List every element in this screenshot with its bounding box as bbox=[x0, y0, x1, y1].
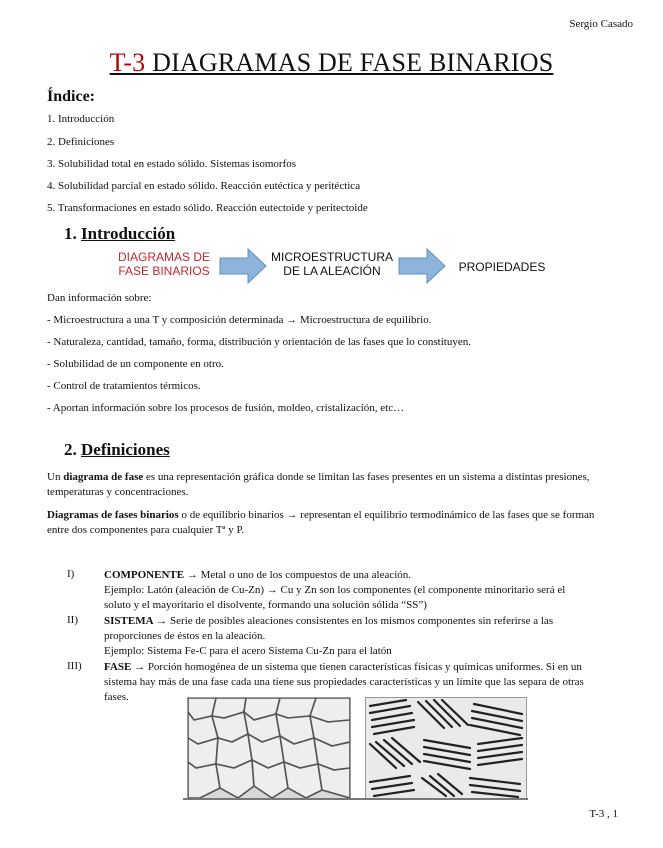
page-title bbox=[0, 48, 663, 78]
item-def: → Serie de posibles aleaciones consistentes en los mismos componentes sin referirse a las bbox=[153, 615, 554, 627]
bullet-item: - Naturaleza, cantidad, tamaño, forma, distribución y orientación de las fases que lo constituyen. bbox=[47, 336, 471, 348]
item-line: Ejemplo: Sistema Fe-C para el acero Sistema Cu-Zn para el latón bbox=[104, 645, 392, 657]
section-2-heading bbox=[64, 440, 170, 460]
toc-item: 1. Introducción bbox=[47, 113, 115, 125]
definition-paragraph bbox=[47, 470, 617, 500]
author-name: Sergio Casado bbox=[569, 18, 633, 30]
item-def: → Porción homogénea de un sistema que tienen características físicas y químicas uniformes. Si en un bbox=[131, 661, 582, 673]
toc-item: 4. Solubilidad parcial en estado sólido. Reacción eutéctica y peritéctica bbox=[47, 180, 361, 192]
definition-item bbox=[104, 568, 624, 613]
text-run: es una representación gráfica donde se limitan las fases presentes en un sistema a distintas presiones, temperaturas y concentraciones. bbox=[47, 471, 590, 498]
item-line: fases. bbox=[104, 691, 129, 703]
text-run: o de equilibrio binarios → representan el equilibrio termodinámico de las fases que se forman entre dos componentes para cualquier Tª y P. bbox=[47, 509, 595, 536]
flow-box-line: FASE BINARIOS bbox=[118, 264, 210, 278]
flow-arrow-icon bbox=[218, 246, 268, 286]
section-title: Definiciones bbox=[81, 440, 170, 459]
page-number: T-3 , 1 bbox=[589, 808, 618, 820]
item-term: FASE bbox=[104, 661, 132, 673]
title-prefix: T-3 bbox=[109, 48, 146, 77]
index-heading: Índice: bbox=[47, 88, 95, 105]
microstructure-two-phase-image bbox=[365, 697, 527, 799]
bold-term: Diagramas de fases binarios bbox=[47, 509, 179, 521]
definition-item bbox=[104, 660, 624, 705]
flow-box-microestructura bbox=[268, 250, 396, 278]
item-numeral: III) bbox=[67, 660, 82, 672]
title-main: DIAGRAMAS DE FASE BINARIOS bbox=[152, 48, 554, 77]
toc-item: 5. Transformaciones en estado sólido. Reacción eutectoide y peritectoide bbox=[47, 202, 368, 214]
bullet-item: - Microestructura a una T y composición determinada → Microestructura de equilibrio. bbox=[47, 314, 432, 326]
flow-box-propiedades: PROPIEDADES bbox=[458, 260, 546, 274]
item-line: sistema hay más de una fase cada una tiene sus propiedades características y un límite que las separa de otras bbox=[104, 676, 584, 688]
definition-paragraph bbox=[47, 508, 617, 538]
item-line: proporciones de éstos en la aleación. bbox=[104, 630, 266, 642]
bold-term: diagrama de fase bbox=[63, 471, 144, 483]
item-numeral: II) bbox=[67, 614, 78, 626]
bullet-item: - Solubilidad de un componente en otro. bbox=[47, 358, 224, 370]
section-number: 1. bbox=[64, 224, 77, 243]
bullet-item: - Control de tratamientos térmicos. bbox=[47, 380, 201, 392]
intro-text: Dan información sobre: bbox=[47, 292, 152, 304]
bullet-item: - Aportan información sobre los procesos de fusión, moldeo, cristalización, etc… bbox=[47, 402, 405, 414]
toc-item: 3. Solubilidad total en estado sólido. Sistemas isomorfos bbox=[47, 158, 297, 170]
text-run: Un bbox=[47, 471, 64, 483]
definition-item bbox=[104, 614, 624, 659]
item-term: COMPONENTE bbox=[104, 569, 185, 581]
image-baseline-divider bbox=[183, 798, 528, 800]
toc-item: 2. Definiciones bbox=[47, 136, 115, 148]
section-1-heading bbox=[64, 224, 175, 244]
section-title: Introducción bbox=[81, 224, 176, 243]
flow-box-line: DE LA ALEACIÓN bbox=[283, 264, 381, 278]
item-def: → Metal o uno de los compuestos de una aleación. bbox=[184, 569, 412, 581]
flow-box-diagramas bbox=[110, 250, 218, 278]
item-line: Ejemplo: Latón (aleación de Cu-Zn) → Cu y Zn son los componentes (el componente minoritario será el bbox=[104, 584, 566, 596]
item-numeral: I) bbox=[67, 568, 75, 580]
flow-box-line: MICROESTRUCTURA bbox=[271, 250, 393, 264]
microstructure-single-phase-image bbox=[187, 697, 351, 799]
flow-arrow-icon bbox=[397, 246, 447, 286]
item-line: soluto y el mayoritario el disolvente, formando una solución sólida “SS”) bbox=[104, 599, 427, 611]
item-term: SISTEMA bbox=[104, 615, 154, 627]
flow-box-line: DIAGRAMAS DE bbox=[117, 250, 210, 264]
section-number: 2. bbox=[64, 440, 77, 459]
